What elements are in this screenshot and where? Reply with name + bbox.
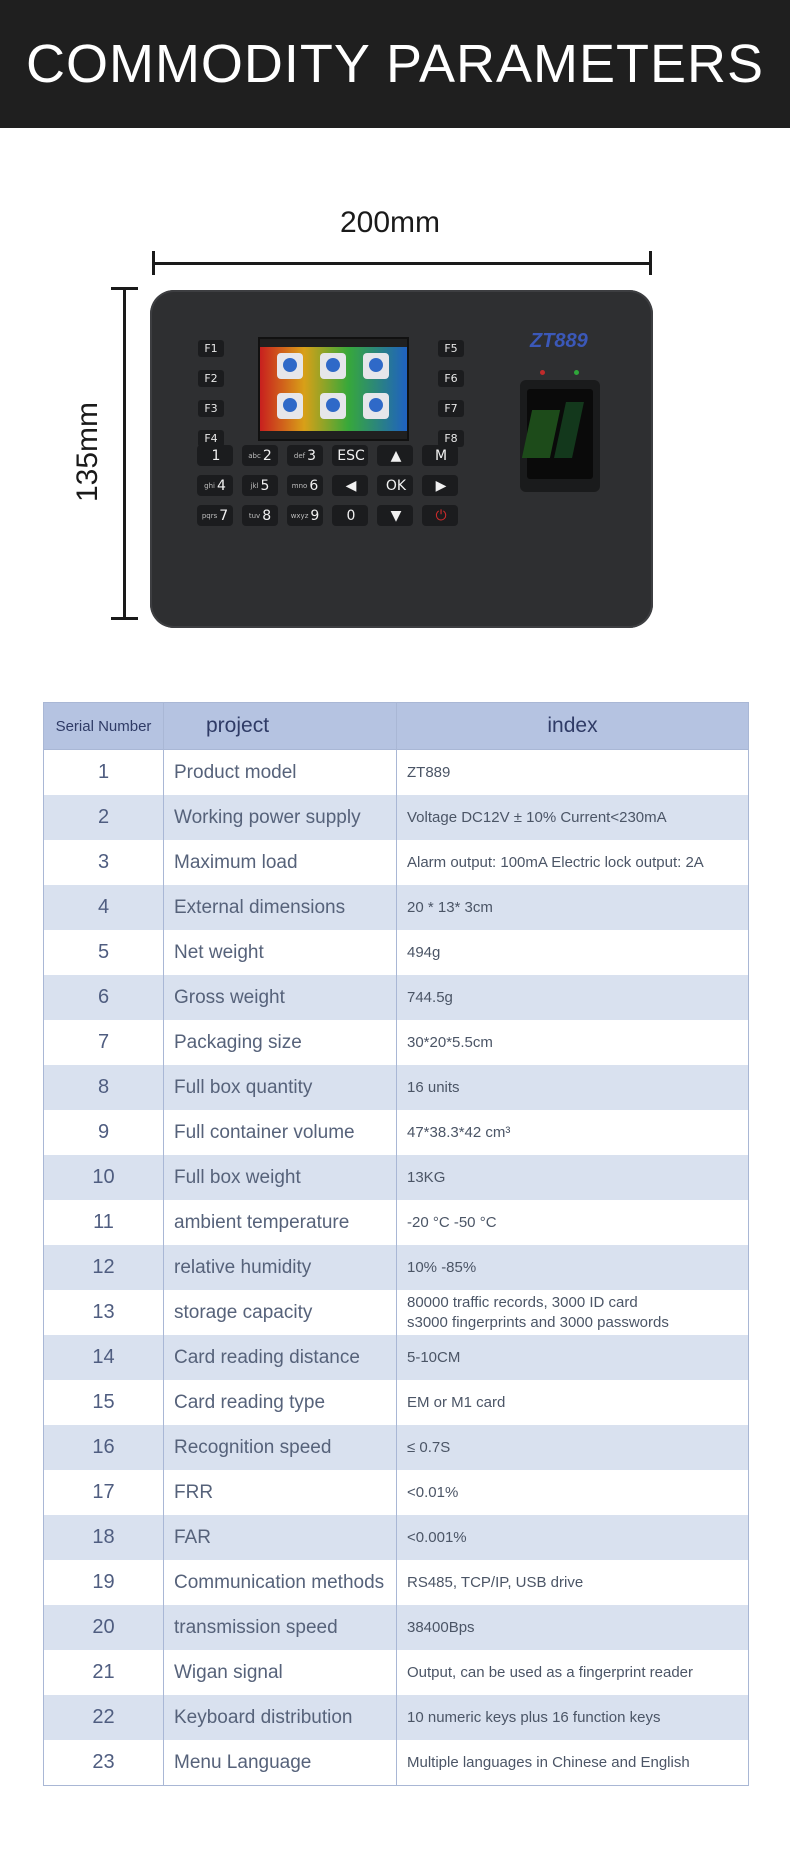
keypad-key <box>422 475 458 496</box>
row-index: 30*20*5.5cm <box>397 1020 749 1065</box>
width-tick-right <box>649 251 652 275</box>
row-project: Card reading type <box>164 1380 397 1425</box>
row-project: Maximum load <box>164 840 397 885</box>
table-row <box>44 1380 749 1425</box>
table-row <box>44 975 749 1020</box>
height-tick-top <box>111 287 138 290</box>
keypad-key-main: 7 <box>219 507 229 524</box>
keypad-key-main: ▼ <box>390 507 402 524</box>
row-number: 18 <box>44 1515 164 1560</box>
keypad-key-sub: mno <box>291 481 308 490</box>
row-index: 13KG <box>397 1155 749 1200</box>
keypad-key-sub: jkl <box>250 481 259 490</box>
table-row <box>44 1110 749 1155</box>
keypad-key-sub: pqrs <box>201 511 218 520</box>
keypad-key <box>422 445 458 466</box>
table-row <box>44 1335 749 1380</box>
keypad-key <box>287 505 323 526</box>
keypad-key <box>242 475 278 496</box>
backup-app-icon <box>363 393 389 419</box>
row-project: Packaging size <box>164 1020 397 1065</box>
green-led <box>574 370 579 375</box>
row-number: 15 <box>44 1380 164 1425</box>
keypad-key-main: M <box>434 447 448 464</box>
row-project: transmission speed <box>164 1605 397 1650</box>
row-number: 4 <box>44 885 164 930</box>
parameters-table <box>43 702 749 1786</box>
row-index: 744.5g <box>397 975 749 1020</box>
table-row <box>44 930 749 975</box>
f4-key: F4 <box>198 430 224 447</box>
row-number: 7 <box>44 1020 164 1065</box>
row-project: Full box weight <box>164 1155 397 1200</box>
row-project: External dimensions <box>164 885 397 930</box>
row-number: 9 <box>44 1110 164 1155</box>
row-index-line1: 80000 traffic records, 3000 ID card <box>407 1294 638 1311</box>
row-project: Gross weight <box>164 975 397 1020</box>
row-index: 10 numeric keys plus 16 function keys <box>397 1695 749 1740</box>
f2-key: F2 <box>198 370 224 387</box>
serial-number-header: Serial Number <box>44 703 164 750</box>
keypad-key <box>197 505 233 526</box>
table-row <box>44 1200 749 1245</box>
height-dimension-label: 135mm <box>71 401 104 503</box>
project-header: project <box>164 703 397 750</box>
f5-key: F5 <box>438 340 464 357</box>
row-number: 1 <box>44 750 164 796</box>
table-row <box>44 1650 749 1695</box>
settings-app-icon <box>277 393 303 419</box>
row-number: 14 <box>44 1335 164 1380</box>
keypad-key-main: ▶ <box>435 477 447 494</box>
keypad-key-sub: def <box>293 451 306 460</box>
device-image <box>150 290 653 628</box>
row-project: relative humidity <box>164 1245 397 1290</box>
row-number: 11 <box>44 1200 164 1245</box>
table-row <box>44 1290 749 1335</box>
keypad-key-main: ◀ <box>345 477 357 494</box>
keypad-key-main: 6 <box>309 477 319 494</box>
row-index: 5-10CM <box>397 1335 749 1380</box>
fingerprint-sensor <box>520 380 600 492</box>
row-index: 20 * 13* 3cm <box>397 885 749 930</box>
height-tick-bottom <box>111 617 138 620</box>
row-number: 20 <box>44 1605 164 1650</box>
row-project: Full container volume <box>164 1110 397 1155</box>
row-index: Alarm output: 100mA Electric lock output: 2A <box>397 840 749 885</box>
keypad-key-sub: ghi <box>204 481 215 490</box>
row-project: Communication methods <box>164 1560 397 1605</box>
brand-logo: ZT889 <box>530 330 588 352</box>
row-index: 47*38.3*42 cm³ <box>397 1110 749 1155</box>
keypad-key <box>197 445 233 466</box>
width-tick-left <box>152 251 155 275</box>
row-project: storage capacity <box>164 1290 397 1335</box>
width-dimension-line <box>153 262 651 265</box>
keypad-key-main: ESC <box>337 447 365 464</box>
row-project: Keyboard distribution <box>164 1695 397 1740</box>
row-index: 10% -85% <box>397 1245 749 1290</box>
keypad-key-sub: abc <box>248 451 261 460</box>
table-row <box>44 1245 749 1290</box>
row-number: 12 <box>44 1245 164 1290</box>
keypad-key <box>332 475 368 496</box>
power-key <box>422 505 458 526</box>
user-info-app-icon <box>320 353 346 379</box>
row-number: 22 <box>44 1695 164 1740</box>
keypad-key <box>287 475 323 496</box>
keypad-key <box>242 505 278 526</box>
table-row <box>44 1695 749 1740</box>
row-index: EM or M1 card <box>397 1380 749 1425</box>
keypad-key <box>332 445 368 466</box>
row-project: Working power supply <box>164 795 397 840</box>
user-app-icon <box>277 353 303 379</box>
table-row <box>44 1605 749 1650</box>
row-index: Voltage DC12V ± 10% Current<230mA <box>397 795 749 840</box>
row-project: Menu Language <box>164 1740 397 1786</box>
keypad-key-main: ▲ <box>390 447 402 464</box>
row-number: 2 <box>44 795 164 840</box>
height-dimension-line <box>123 288 126 618</box>
keypad-key-main: 2 <box>262 447 272 464</box>
row-index: RS485, TCP/IP, USB drive <box>397 1560 749 1605</box>
keypad-key <box>377 505 413 526</box>
row-index-line2: s3000 fingerprints and 3000 passwords <box>407 1313 669 1331</box>
table-row <box>44 1155 749 1200</box>
keypad-key <box>242 445 278 466</box>
table-row <box>44 1020 749 1065</box>
row-index: 494g <box>397 930 749 975</box>
keypad-key-main: OK <box>385 477 407 494</box>
row-number: 23 <box>44 1740 164 1786</box>
keypad-key <box>332 505 368 526</box>
f6-key: F6 <box>438 370 464 387</box>
keypad-key-main: 4 <box>216 477 226 494</box>
row-project: Wigan signal <box>164 1650 397 1695</box>
index-header: index <box>397 703 749 750</box>
f8-key: F8 <box>438 430 464 447</box>
table-row <box>44 1470 749 1515</box>
table-row <box>44 750 749 796</box>
table-header-row <box>44 703 749 750</box>
row-project: Net weight <box>164 930 397 975</box>
keypad-key-main: 8 <box>262 507 272 524</box>
row-number: 13 <box>44 1290 164 1335</box>
row-project: FRR <box>164 1470 397 1515</box>
screen-title-bar <box>260 339 407 347</box>
row-number: 19 <box>44 1560 164 1605</box>
row-number: 5 <box>44 930 164 975</box>
f7-key: F7 <box>438 400 464 417</box>
row-number: 8 <box>44 1065 164 1110</box>
keypad-key-main: 1 <box>211 447 221 464</box>
page-header <box>0 0 790 128</box>
device-screen <box>258 337 409 441</box>
keypad-key <box>287 445 323 466</box>
system-app-icon <box>320 393 346 419</box>
width-dimension-label: 200mm <box>340 206 441 239</box>
table-row <box>44 1740 749 1786</box>
f1-key: F1 <box>198 340 224 357</box>
keypad-key <box>377 445 413 466</box>
row-project: ambient temperature <box>164 1200 397 1245</box>
keypad-key-sub: tuv <box>248 511 261 520</box>
keypad-key-main: 3 <box>307 447 317 464</box>
row-index: Output, can be used as a fingerprint reader <box>397 1650 749 1695</box>
row-project: FAR <box>164 1515 397 1560</box>
row-project: Recognition speed <box>164 1425 397 1470</box>
row-index: ≤ 0.7S <box>397 1425 749 1470</box>
keypad-key-main: 0 <box>346 507 356 524</box>
f3-key: F3 <box>198 400 224 417</box>
row-index: 16 units <box>397 1065 749 1110</box>
row-project: Full box quantity <box>164 1065 397 1110</box>
red-led <box>540 370 545 375</box>
keypad-key-main: 5 <box>260 477 270 494</box>
page-title: COMMODITY PARAMETERS <box>25 34 765 94</box>
row-index: <0.01% <box>397 1470 749 1515</box>
row-project: Card reading distance <box>164 1335 397 1380</box>
keypad-key <box>197 475 233 496</box>
table-row <box>44 840 749 885</box>
row-index: <0.001% <box>397 1515 749 1560</box>
row-index: -20 °C -50 °C <box>397 1200 749 1245</box>
row-number: 10 <box>44 1155 164 1200</box>
table-row <box>44 1515 749 1560</box>
table-row <box>44 1425 749 1470</box>
row-number: 3 <box>44 840 164 885</box>
row-number: 17 <box>44 1470 164 1515</box>
row-number: 6 <box>44 975 164 1020</box>
row-number: 21 <box>44 1650 164 1695</box>
table-row <box>44 1560 749 1605</box>
keypad-key <box>377 475 413 496</box>
table-row <box>44 795 749 840</box>
row-index: 38400Bps <box>397 1605 749 1650</box>
keypad-key-sub: wxyz <box>290 511 309 520</box>
row-number: 16 <box>44 1425 164 1470</box>
row-index: Multiple languages in Chinese and English <box>397 1740 749 1786</box>
power-icon: ⏻ <box>435 507 447 524</box>
screen-status-bar <box>260 431 407 439</box>
table-row <box>44 885 749 930</box>
keypad-key-main: 9 <box>310 507 320 524</box>
row-project: Product model <box>164 750 397 796</box>
records-app-icon <box>363 353 389 379</box>
table-row <box>44 1065 749 1110</box>
row-index: ZT889 <box>397 750 749 796</box>
row-index <box>397 1290 749 1335</box>
